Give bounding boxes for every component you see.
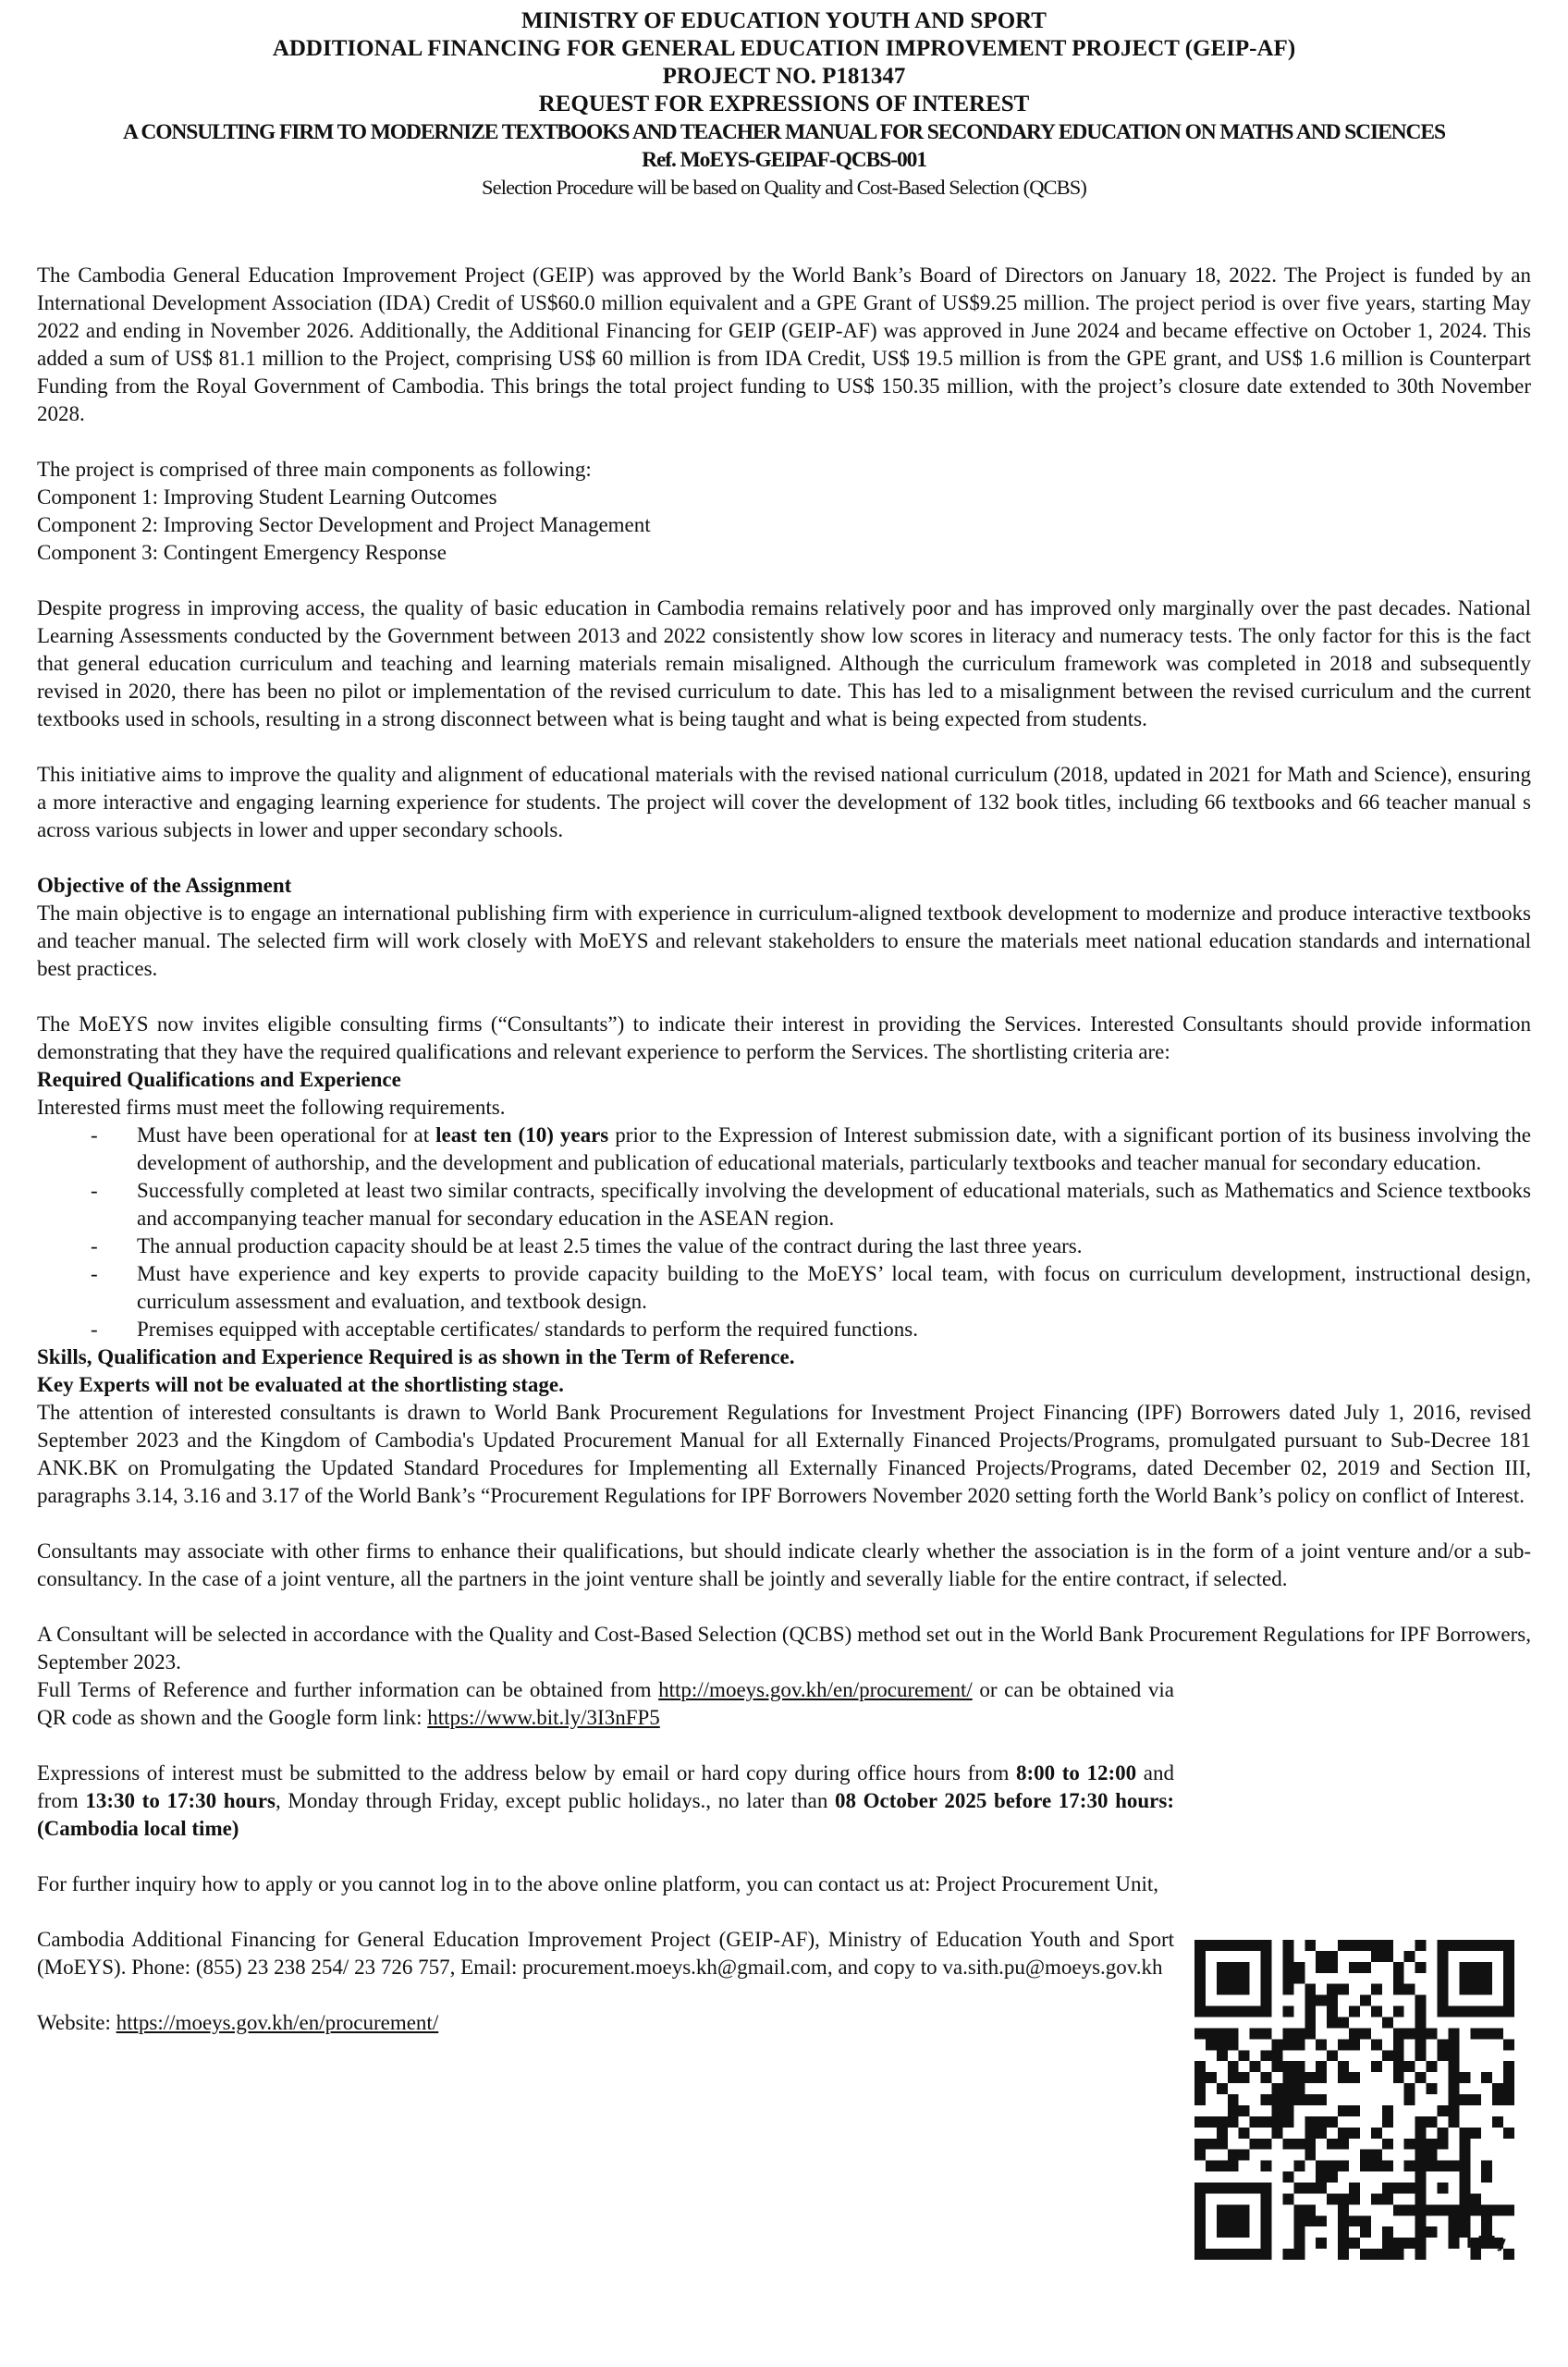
requirement-item: - Must have experience and key experts to provide capacity building to the MoEYS’ local team, with focus on curriculum development, instructional design, curriculum assessment and evaluation, and textbook design. <box>37 1260 1531 1316</box>
requirement-item: - The annual production capacity should be at least 2.5 times the value of the contract during the last three years. <box>37 1233 1531 1260</box>
components-section <box>37 456 1531 567</box>
skills-note: Skills, Qualification and Experience Required is as shown in the Term of Reference. <box>37 1345 795 1368</box>
submission-paragraph: Expressions of interest must be submitted to the address below by email or hard copy during office hours from 8:00 to 12:00 and from 13:30 to 17:30 hours, Monday through Friday, except public holidays., no later than 08 October 2025 before 17:30 hours: (Cambodia local time) <box>37 1761 1174 1840</box>
objective-paragraph: The main objective is to engage an international publishing firm with experience in curriculum-aligned textbook development to modernize and produce interactive textbooks and teacher manual. The selected firm will work closely with MoEYS and relevant stakeholders to ensure the materials meet national education standards and international best practices. <box>37 901 1531 980</box>
google-form-link[interactable]: https://www.bit.ly/3I3nFP5 <box>427 1706 660 1729</box>
request-title: REQUEST FOR EXPRESSIONS OF INTEREST <box>538 92 1030 117</box>
component-item: Component 2: Improving Sector Development and Project Management <box>37 513 651 536</box>
objective-heading: Objective of the Assignment <box>37 874 292 897</box>
invitation-paragraph: The MoEYS now invites eligible consulting firms (“Consultants”) to indicate their interest in providing the Services. Interested Consultants should provide information demonstrating that they have the required qualifications and relevant experience to perform the Services. The shortlisting criteria are: <box>37 1012 1531 1063</box>
assignment-title: A CONSULTING FIRM TO MODERNIZE TEXTBOOKS AND TEACHER MANUAL FOR SECONDARY EDUCATION ON MATHS AND SCIENCES <box>123 120 1445 144</box>
components-intro: The project is comprised of three main components as following: <box>37 458 592 481</box>
contact-paragraph: Cambodia Additional Financing for General Education Improvement Project (GEIP-AF), Ministry of Education Youth and Sport (MoEYS). Phone: (855) 23 238 254/ 23 726 757, Email: procurement.moeys.kh@gmail.com, and copy to va.sith.pu@moeys.gov.kh <box>37 1928 1174 1979</box>
project-title: ADDITIONAL FINANCING FOR GENERAL EDUCATION IMPROVEMENT PROJECT (GEIP-AF) <box>272 36 1296 61</box>
project-number: PROJECT NO. P181347 <box>662 64 906 89</box>
requirement-item: - Successfully completed at least two similar contracts, specifically involving the development of educational materials, such as Mathematics and Science textbooks and accompanying teacher manual for secondary education in the ASEAN region. <box>37 1177 1531 1233</box>
context-paragraph: Despite progress in improving access, the quality of basic education in Cambodia remains relatively poor and has improved only marginally over the past decades. National Learning Assessments conducted by the Government between 2013 and 2022 consistently show low scores in literacy and numeracy tests. The only factor for this is the fact that general education curriculum and teaching and learning materials remain misaligned. Although the curriculum framework was completed in 2018 and subsequently revised in 2020, there has been no pilot or implementation of the revised curriculum to date. This has led to a misalignment between the revised curriculum and the current textbooks used in schools, resulting in a strong disconnect between what is being taught and what is being expected from students. <box>37 596 1531 730</box>
selection-procedure: Selection Procedure will be based on Quality and Cost-Based Selection (QCBS) <box>482 176 1086 199</box>
selection-paragraph: A Consultant will be selected in accordance with the Quality and Cost-Based Selection (QCBS) method set out in the World Bank Procurement Regulations for IPF Borrowers, September 2023. <box>37 1623 1531 1674</box>
website-link[interactable]: https://moeys.gov.kh/en/procurement/ <box>116 2011 439 2034</box>
intro-paragraph: The Cambodia General Education Improvement Project (GEIP) was approved by the World Bank’s Board of Directors on January 18, 2022. The Project is funded by an International Development Association (IDA) Credit of US$60.0 million equivalent and a GPE Grant of US$9.25 million. The project period is over five years, starting May 2022 and ending in November 2026. Additionally, the Additional Financing for GEIP (GEIP-AF) was approved in June 2024 and became effective on October 1, 2024. This added a sum of US$ 81.1 million to the Project, comprising US$ 60 million is from IDA Credit, US$ 19.5 million is from the GPE grant, and US$ 1.6 million is Counterpart Funding from the Royal Government of Cambodia. This brings the total project funding to US$ 150.35 million, with the project’s closure date extended to 30th November 2028. <box>37 264 1531 425</box>
qualifications-heading: Required Qualifications and Experience <box>37 1068 401 1091</box>
document-body <box>37 262 1531 2037</box>
association-paragraph: Consultants may associate with other firms to enhance their qualifications, but should indicate clearly whether the association is in the form of a joint venture and/or a sub-consultancy. In the case of a joint venture, all the partners in the joint venture shall be jointly and severally liable for the entire contract, if selected. <box>37 1539 1531 1590</box>
qualifications-intro: Interested firms must meet the following requirements. <box>37 1096 506 1119</box>
website-line: Website: https://moeys.gov.kh/en/procurement/ <box>37 2011 439 2034</box>
requirement-item: - Premises equipped with acceptable certificates/ standards to perform the required functions. <box>37 1316 1531 1343</box>
terms-of-reference-paragraph: Full Terms of Reference and further information can be obtained from http://moeys.gov.kh/en/procurement/ or can be obtained via QR code as shown and the Google form link: https://www.bit.ly/3I3nFP5 <box>37 1678 1174 1729</box>
component-item: Component 3: Contingent Emergency Response <box>37 541 447 564</box>
requirement-item: - Must have been operational for at least ten (10) years prior to the Expression of Interest submission date, with a significant portion of its business involving the development of authorship, and the development and publication of educational materials, particularly textbooks and teacher manual for secondary education. <box>37 1122 1531 1177</box>
ministry-title: MINISTRY OF EDUCATION YOUTH AND SPORT <box>521 8 1047 33</box>
deadline: 08 October 2025 before 17:30 hours: (Cambodia local time) <box>37 1789 1174 1840</box>
qr-code-icon[interactable] <box>1194 1940 1514 2260</box>
procurement-link[interactable]: http://moeys.gov.kh/en/procurement/ <box>658 1678 973 1701</box>
document-header <box>0 7 1568 202</box>
requirements-list <box>37 1122 1531 1343</box>
initiative-paragraph: This initiative aims to improve the quality and alignment of educational materials with the revised national curriculum (2018, updated in 2021 for Math and Science), ensuring a more interactive and engaging learning experience for students. The project will cover the development of 132 book titles, including 66 textbooks and 66 teacher manual s across various subjects in lower and upper secondary schools. <box>37 763 1531 841</box>
inquiry-paragraph: For further inquiry how to apply or you cannot log in to the above online platform, you can contact us at: Project Procurement Unit, <box>37 1872 1158 1895</box>
bitly-logo: bitly <box>1466 2234 1507 2252</box>
component-item: Component 1: Improving Student Learning Outcomes <box>37 485 497 509</box>
reference-number: Ref. MoEYS-GEIPAF-QCBS-001 <box>642 148 926 172</box>
requirement-highlight: least ten (10) years <box>435 1123 609 1147</box>
regulations-paragraph: The attention of interested consultants is drawn to World Bank Procurement Regulations for Investment Project Financing (IPF) Borrowers dated July 1, 2016, revised September 2023 and the Kingdom of Cambodia's Updated Procurement Manual for all Externally Financed Projects/Programs, promulgated pursuant to Sub-Decree 181 ANK.BK on Promulgating the Updated Standard Procedures for Implementing all Externally Financed Projects/Programs, dated December 02, 2019 and Section III, paragraphs 3.14, 3.16 and 3.17 of the World Bank’s “Procurement Regulations for IPF Borrowers November 2020 setting forth the World Bank’s policy on conflict of Interest. <box>37 1401 1531 1507</box>
key-experts-note: Key Experts will not be evaluated at the shortlisting stage. <box>37 1373 564 1396</box>
